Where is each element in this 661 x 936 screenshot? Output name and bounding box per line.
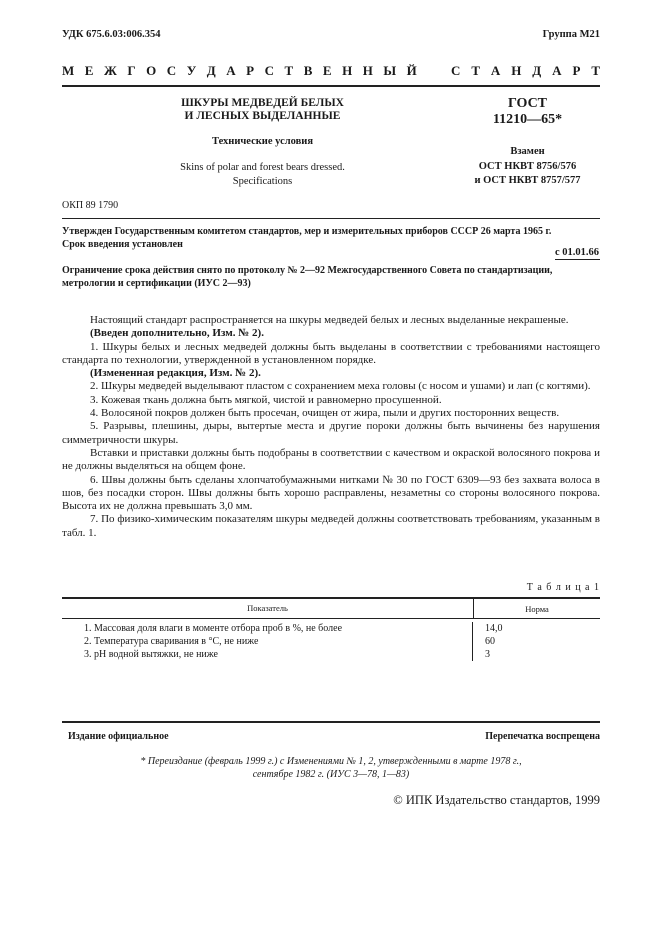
okp-code: ОКП 89 1790 [62,200,119,211]
cell-norm: 60 [485,636,495,647]
banner-letter: Т [284,63,294,78]
body-text [62,314,600,540]
banner-letter: В [303,63,313,78]
official-edition: Издание официальное [68,731,169,742]
banner-letter: Ж [103,63,117,78]
replaces-line-2: и ОСТ НКВТ 8757/577 [474,175,581,186]
cell-indicator: 3. рН водной вытяжки, не ниже [62,648,473,661]
reprint-prohibited: Перепечатка воспрещена [485,731,600,742]
restriction-note [62,265,602,290]
banner-letter: У [186,63,197,78]
approval-line-2: Срок введения установлен [62,238,183,250]
reissue-line-1: * Переиздание (февраль 1999 г.) с Изменениями № 1, 2, утвержденными в марте 1978 г., [140,756,522,767]
banner-letter: Й [406,63,417,78]
gost-designation [455,96,600,128]
paragraph-1-note: (Измененная редакция, Изм. № 2). [90,367,261,380]
banner-letter: А [226,63,236,78]
approval-statement [62,226,602,251]
approval-line-1: Утвержден Государственным комитетом стандартов, мер и измерительных приборов СССР 26 марта 1965 г. [62,226,552,237]
banner-letter: Д [206,63,216,78]
title-line-2: И ЛЕСНЫХ ВЫДЕЛАННЫЕ [184,110,341,122]
banner-letter: Р [572,63,581,78]
banner-letter: С [166,63,177,78]
replaces-label: Взамен [510,146,545,157]
paragraph-1: 1. Шкуры белых и лесных медведей должны быть выделаны в соответствии с требованиями настоящего стандарта по технологии, утвержденной в установленном порядке. [62,340,600,366]
banner-letter: М [62,63,75,78]
paragraph-intro-note: (Введен дополнительно, Изм. № 2). [90,327,264,340]
banner-letter: Е [322,63,332,78]
banner-letter: С [451,63,461,78]
paragraph-2: 2. Шкуры медведей выделывают пластом с сохранением меха головы (с носом и ушами) и лап (с когтями). [90,380,591,393]
banner-letter: Т [591,63,600,78]
replaces-line-1: ОСТ НКВТ 8756/576 [478,160,577,172]
table-row [62,635,600,648]
english-title [130,161,395,189]
effective-date: с 01.01.66 [554,247,599,258]
paragraph-6: 6. Швы должны быть сделаны хлопчатобумажными нитками № 30 по ГОСТ 6309—93 без захвата волоса в шов, без посадки сторон. Швы должны быть хорошо расправлены, незаметны со стороны волосяного покрова. Высота их не должна превышать 3,0 мм. [62,473,600,513]
restriction-line-1: Ограничение срока действия снято по протоколу № 2—92 Межгосударственного Совета по стандартизации, [62,265,553,276]
gost-label: ГОСТ [507,96,548,111]
banner-letter: О [146,63,157,78]
title-line-1: ШКУРЫ МЕДВЕДЕЙ БЕЛЫХ [181,97,344,109]
banner-word-interstate [62,63,417,79]
paragraph-intro: Настоящий стандарт распространяется на шкуры медведей белых и лесных выделанные некрашеные. [90,314,569,326]
table-caption: Т а б л и ц а 1 [526,582,600,593]
document-subtitle: Технические условия [211,136,314,147]
paragraph-5: 5. Разрывы, плешины, дыры, вытертые места и другие пороки должны быть вычинены без нарушения симметричности шкуры. [62,420,600,446]
banner-letter: С [264,63,274,78]
udk-code: УДК 675.6.03:006.354 [62,29,161,40]
banner-letter: Ы [383,63,397,78]
indicators-table [62,597,600,661]
banner-letter: Д [532,63,542,78]
banner-letter: Р [246,63,255,78]
reissue-line-2: сентябре 1982 г. (ИУС 3—78, 1—83) [252,769,410,780]
banner-letter: Н [362,63,373,78]
okp-rule [62,218,600,219]
banner-letter: А [552,63,562,78]
banner-letter: Т [471,63,480,78]
cell-indicator: 1. Массовая доля влаги в моменте отбора проб в %, не более [62,622,473,635]
standard-banner [62,63,600,81]
banner-rule [62,85,600,87]
copyright: © ИПК Издательство стандартов, 1999 [393,793,600,807]
paragraph-3: 3. Кожевая ткань должна быть мягкой, чистой и равномерно просушенной. [90,393,442,406]
banner-letter: Е [84,63,94,78]
banner-letter: Н [511,63,522,78]
group-code: Группа М21 [542,29,600,40]
table-body [62,619,600,661]
banner-letter: А [490,63,501,78]
english-title-line-1: Skins of polar and forest bears dressed. [180,162,345,173]
restriction-line-2: метрологии и сертификации (ИУС 2—93) [62,277,251,289]
header-indicator: Показатель [62,599,474,618]
replaces-block [455,145,600,189]
gost-number: 11210—65* [492,112,563,127]
table-row [62,648,600,661]
paragraph-7: 7. По физико-химическим показателям шкуры медведей должны соответствовать требованиям, указанным в табл. 1. [62,513,600,539]
english-title-line-2: Specifications [232,176,293,187]
footer-rule [62,721,600,723]
document-title [130,97,395,123]
cell-norm: 14,0 [485,623,503,634]
table-header-row [62,597,600,619]
cell-norm: 3 [485,649,490,660]
paragraph-4: 4. Волосяной покров должен быть просечан, очищен от жира, пыли и других посторонних веществ. [90,407,560,420]
banner-letter: Н [342,63,353,78]
table-row [62,622,600,635]
header-norm: Норма [525,603,549,614]
cell-indicator: 2. Температура сваривания в °С, не ниже [62,635,473,648]
banner-word-standard [451,63,600,79]
paragraph-5b: Вставки и приставки должны быть подобраны в соответствии с качеством и окраской волосяного покрова и не должны выделяться на общем фоне. [62,446,600,473]
reissue-note [62,755,600,781]
banner-letter: Г [127,63,136,78]
